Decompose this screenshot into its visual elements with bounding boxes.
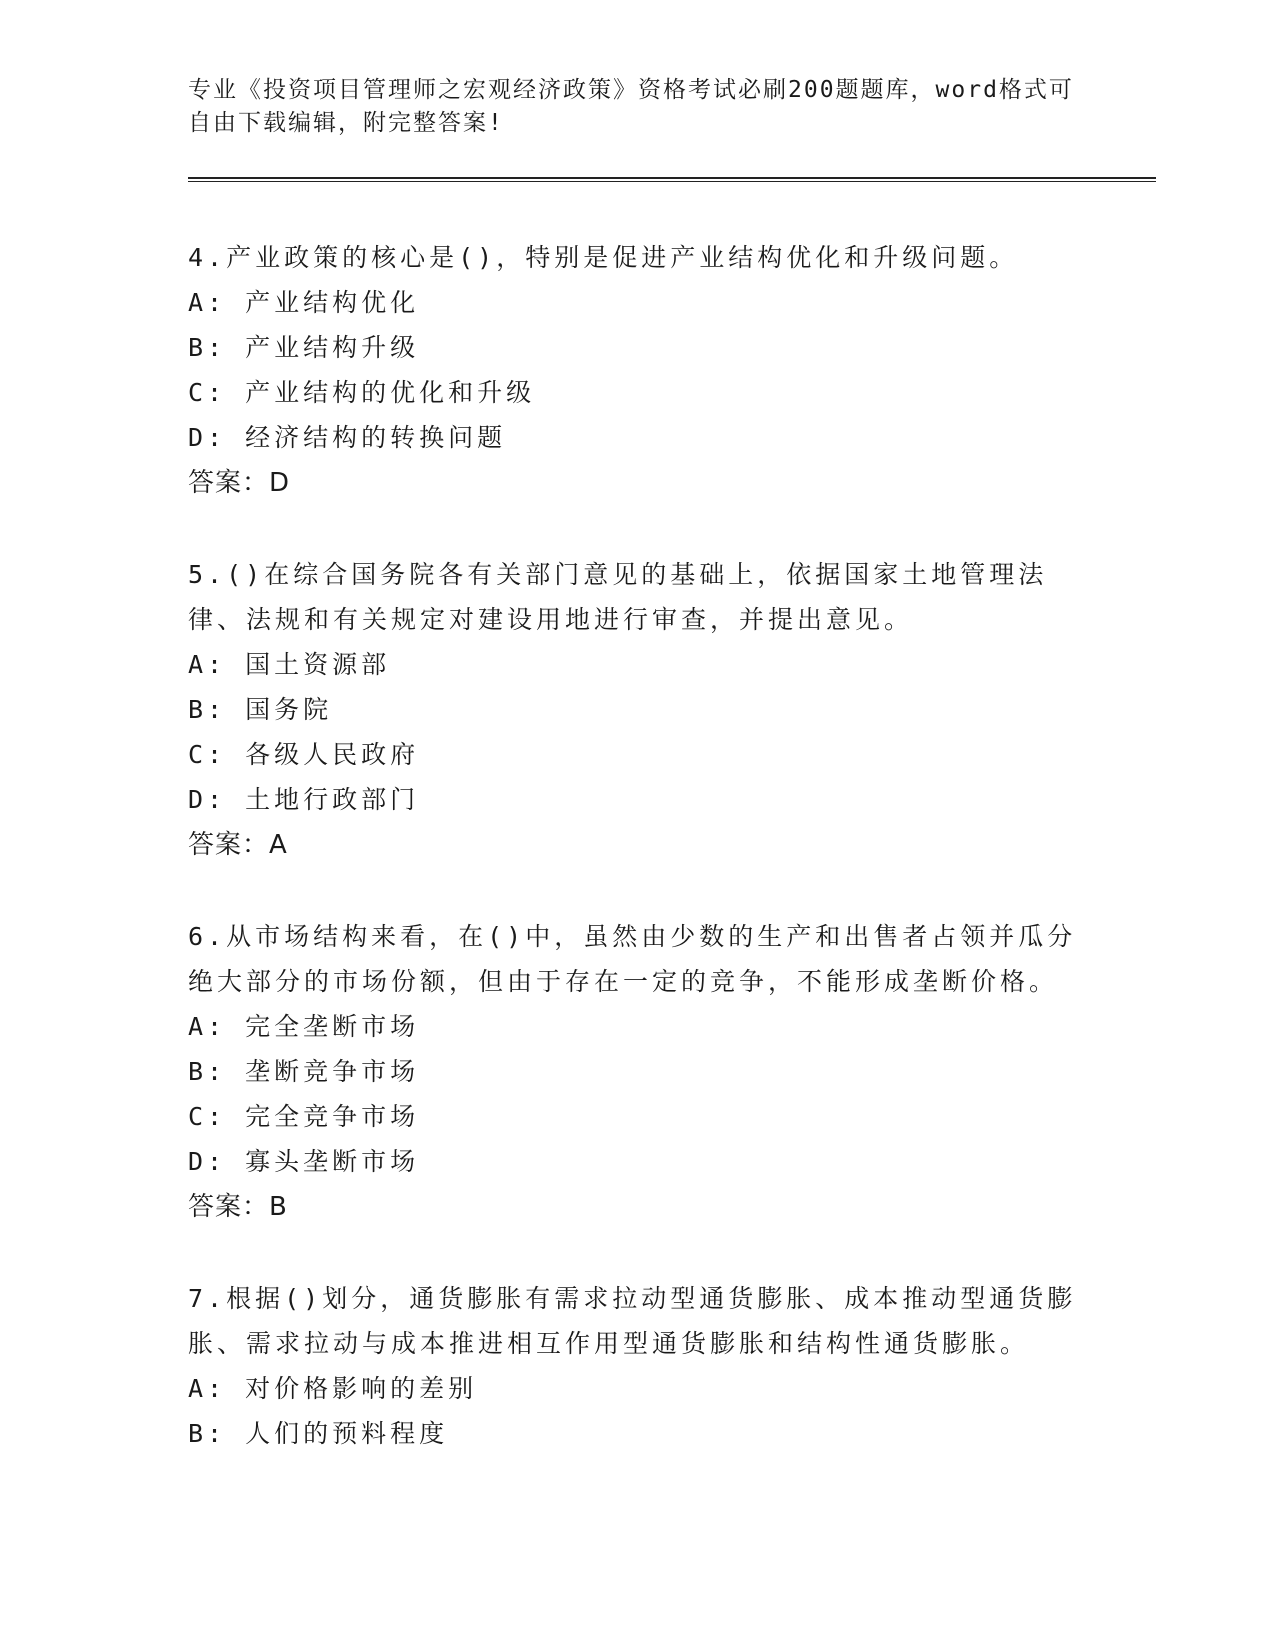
question-7: [188, 1276, 1088, 1456]
option-b: B: 国务院: [188, 695, 333, 724]
answer-line: 答案：D: [188, 468, 291, 498]
document-header: 专业《投资项目管理师之宏观经济政策》资格考试必刷200题题库，word格式可自由下载编辑，附完整答案!: [188, 77, 1074, 136]
option-a: A: 完全垄断市场: [188, 1012, 420, 1041]
option-b: B: 垄断竞争市场: [188, 1057, 420, 1086]
question-stem: 4.产业政策的核心是()，特别是促进产业结构优化和升级问题。: [188, 243, 1019, 272]
question-list: [188, 235, 1088, 1502]
option-c: C: 各级人民政府: [188, 740, 420, 769]
option-a: A: 对价格影响的差别: [188, 1374, 478, 1403]
option-d: D: 经济结构的转换问题: [188, 423, 507, 452]
question-stem: 6.从市场结构来看，在()中，虽然由少数的生产和出售者占领并瓜分绝大部分的市场份额，但由于存在一定的竞争，不能形成垄断价格。: [188, 922, 1077, 996]
option-b: B: 人们的预料程度: [188, 1419, 449, 1448]
option-a: A: 国土资源部: [188, 650, 391, 679]
question-5: [188, 552, 1088, 868]
question-stem: 5.()在综合国务院各有关部门意见的基础上，依据国家土地管理法律、法规和有关规定对建设用地进行审查，并提出意见。: [188, 560, 1048, 634]
answer-line: 答案：B: [188, 1192, 288, 1222]
option-c: C: 完全竞争市场: [188, 1102, 420, 1131]
option-c: C: 产业结构的优化和升级: [188, 378, 536, 407]
option-d: D: 土地行政部门: [188, 785, 420, 814]
option-a: A: 产业结构优化: [188, 288, 420, 317]
question-4: [188, 235, 1088, 506]
answer-line: 答案：A: [188, 830, 288, 860]
option-b: B: 产业结构升级: [188, 333, 420, 362]
question-6: [188, 914, 1088, 1230]
question-stem: 7.根据()划分，通货膨胀有需求拉动型通货膨胀、成本推动型通货膨胀、需求拉动与成本推进相互作用型通货膨胀和结构性通货膨胀。: [188, 1284, 1077, 1358]
option-d: D: 寡头垄断市场: [188, 1147, 420, 1176]
header-divider: [188, 177, 1156, 182]
